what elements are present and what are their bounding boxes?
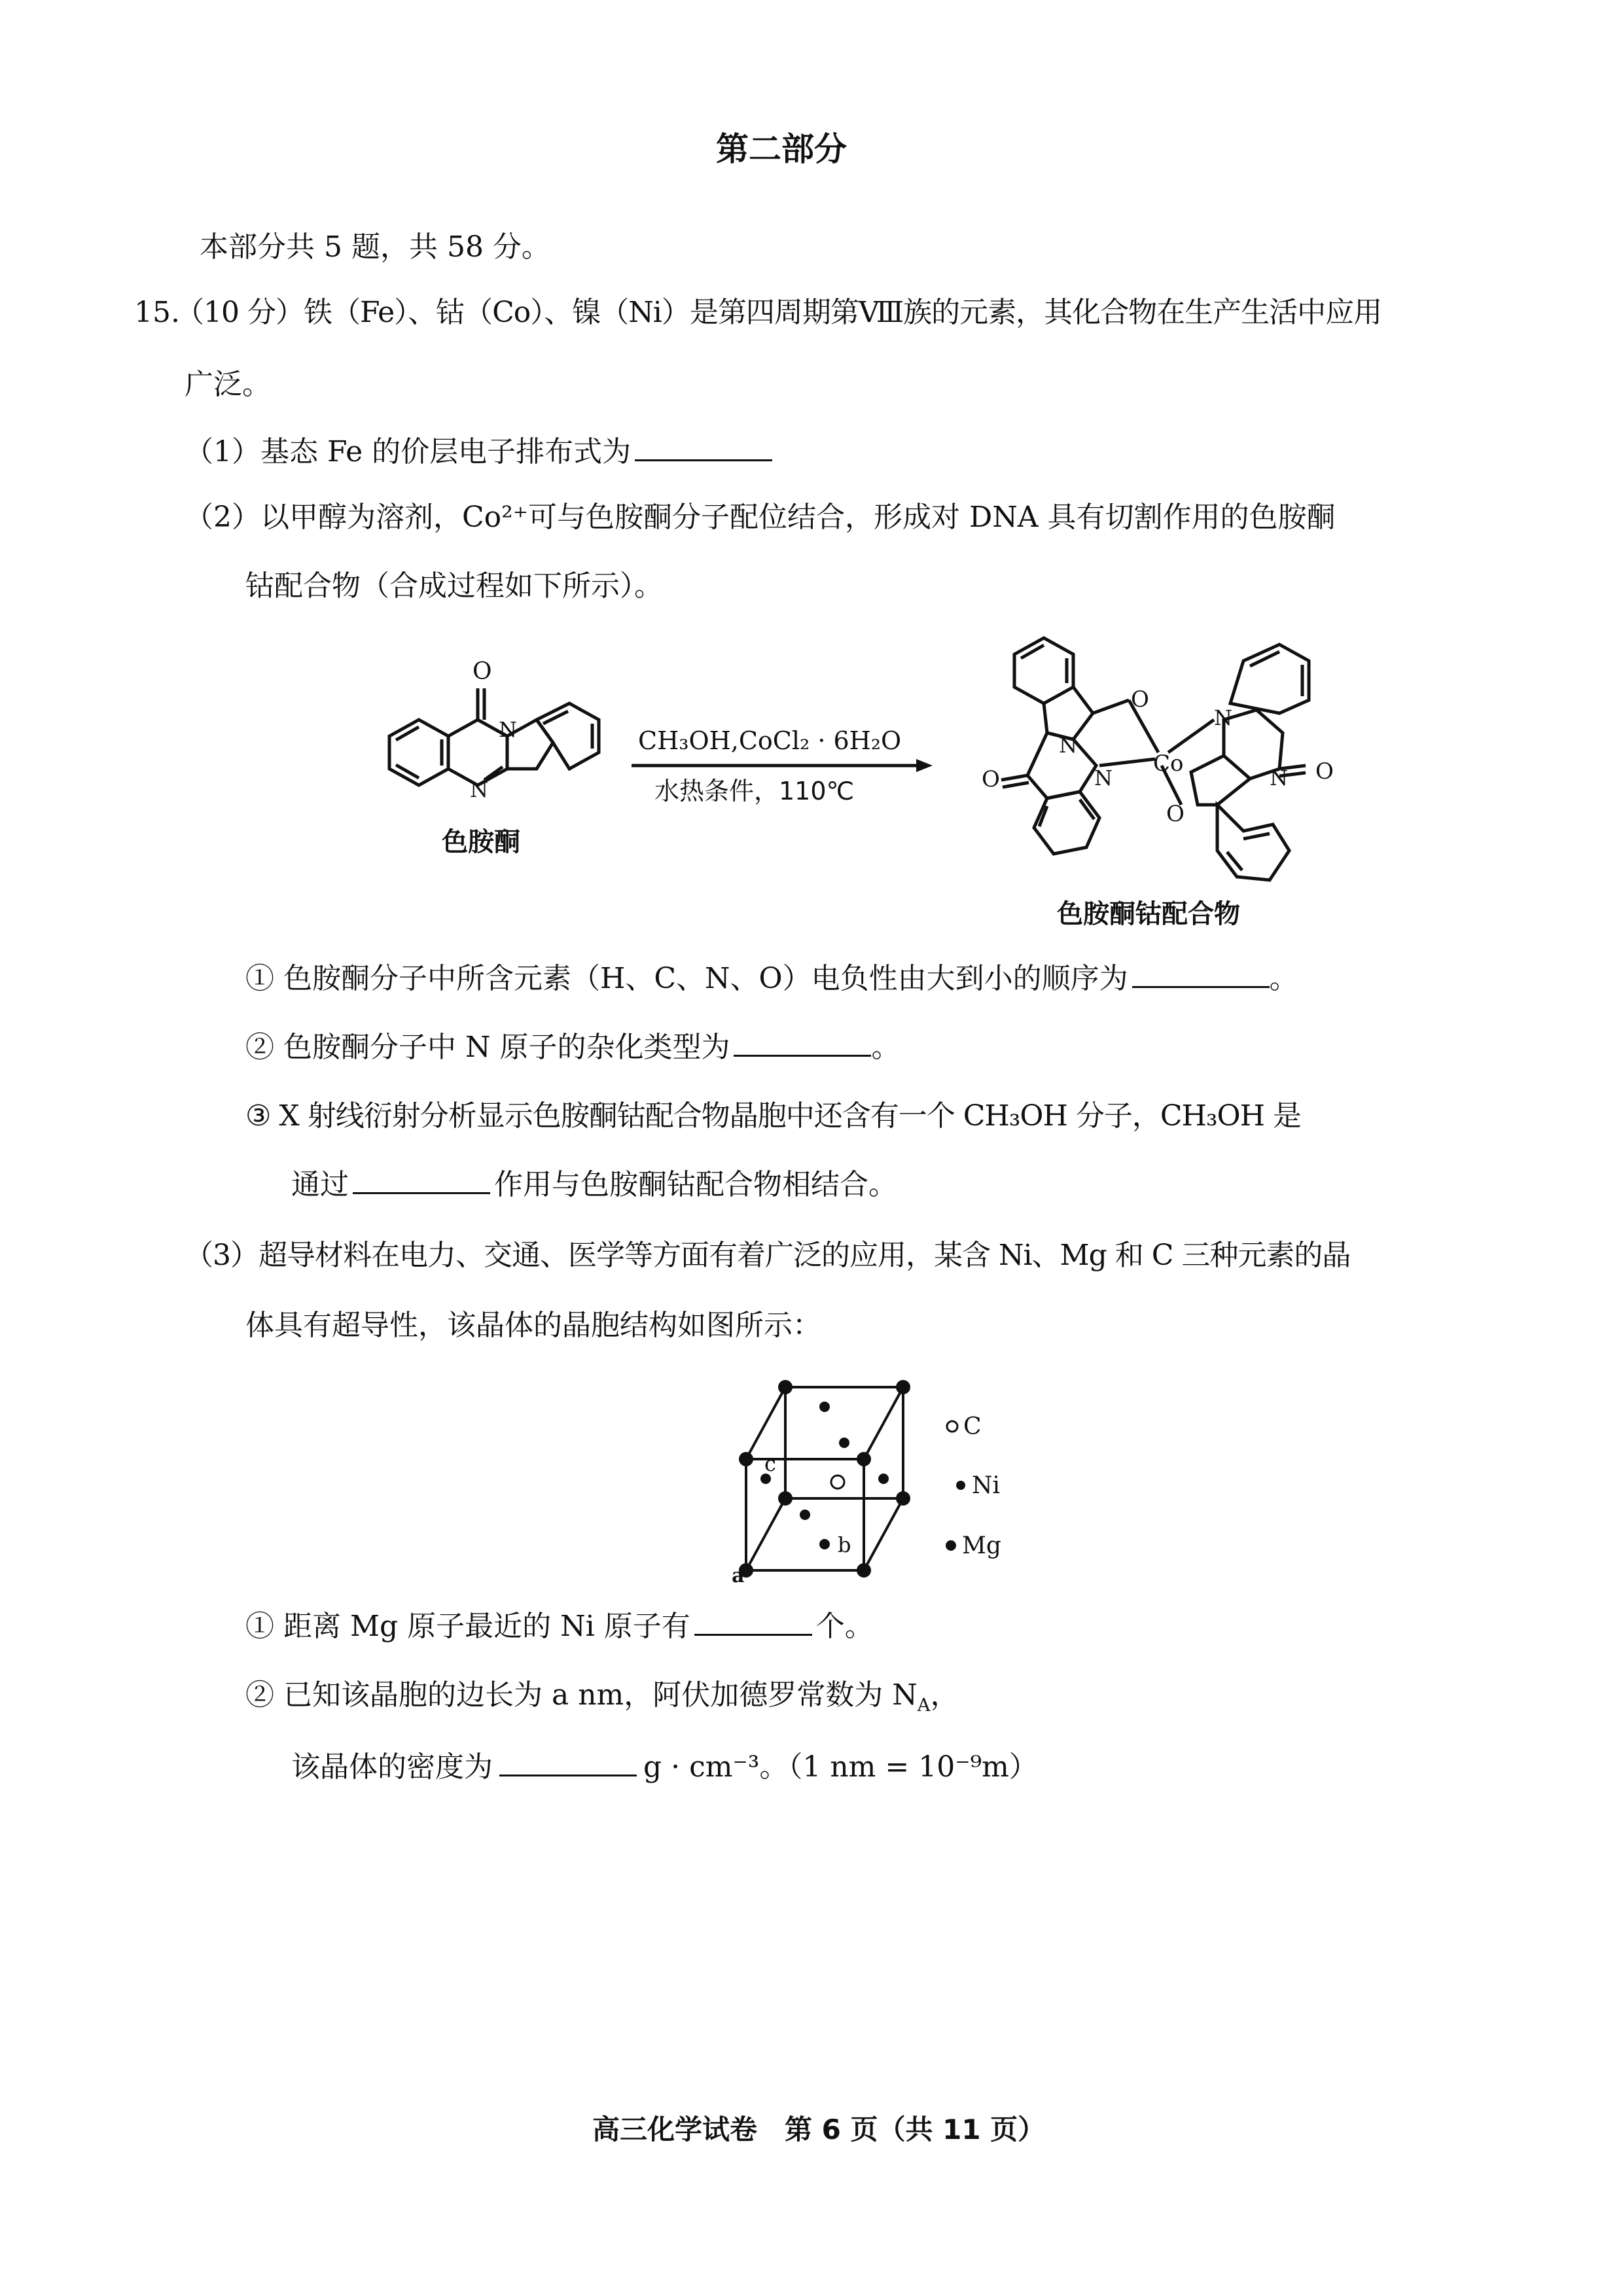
question-number: 15.	[134, 296, 180, 329]
sub-question-1-prompt: ① 色胺酮分子中所含元素（H、C、N、O）电负性由大到小的顺序为	[245, 962, 1128, 995]
sub-question-2-end: 。	[871, 1031, 901, 1064]
part3-text-b: 体具有超导性，该晶体的晶胞结构如图所示：	[245, 1309, 821, 1342]
reactant-structure	[389, 688, 599, 785]
mg-atom	[857, 1452, 871, 1466]
product-atom-o4: O	[1315, 758, 1334, 785]
part1-prompt: （1）基态 Fe 的价层电子排布式为	[185, 435, 632, 468]
part3-question-2-b	[291, 1750, 1038, 1785]
ni-atom	[819, 1539, 830, 1549]
reagent-bottom: 水热条件，110℃	[654, 777, 855, 805]
product-atom-n3: N	[1214, 705, 1232, 730]
sub-question-2-blank	[734, 1033, 871, 1057]
part3-question-2-blank	[499, 1752, 637, 1776]
mg-atom	[896, 1491, 910, 1506]
ni-atom	[878, 1474, 889, 1484]
unit-cell-diagram	[707, 1361, 1073, 1583]
sub-question-1-blank	[1132, 964, 1270, 988]
sub-question-3-a: ③ X 射线衍射分析显示色胺酮钴配合物晶胞中还含有一个 CH₃OH 分子，CH₃OH 是	[245, 1099, 1301, 1133]
product-atom-n2: N	[1094, 766, 1113, 790]
legend-c-icon	[947, 1421, 957, 1432]
reactant-label: 色胺酮	[442, 827, 520, 857]
axis-a-label: a	[732, 1564, 745, 1583]
sub-question-3-end: 作用与色胺酮钴配合物相结合。	[494, 1168, 897, 1201]
section-intro: 本部分共 5 题，共 58 分。	[200, 230, 550, 264]
part3-question-2-a-sub: A	[917, 1695, 931, 1716]
question-header: （10 分）铁（Fe）、钴（Co）、镍（Ni）是第四周期第Ⅷ族的元素，其化合物在生产生活中应用	[175, 296, 1382, 329]
product-atom-co: Co	[1153, 751, 1184, 777]
sub-question-3-blank	[353, 1170, 490, 1194]
mg-atom	[778, 1380, 793, 1394]
c-atom	[831, 1475, 844, 1489]
product-atom-o3: O	[1166, 801, 1185, 827]
part2-text-b: 钴配合物（合成过程如下所示）。	[245, 569, 663, 603]
sub-question-2	[245, 1031, 900, 1065]
product-atom-o1: O	[1131, 686, 1149, 713]
mg-atom	[739, 1452, 753, 1466]
part1-text	[185, 435, 772, 470]
unit-cell-atoms	[739, 1380, 910, 1578]
mg-atom	[778, 1491, 793, 1506]
legend-mg-icon	[946, 1540, 956, 1551]
part3-question-1-prompt: ① 距离 Mg 原子最近的 Ni 原子有	[245, 1610, 690, 1643]
sub-question-2-prompt: ② 色胺酮分子中 N 原子的杂化类型为	[245, 1031, 730, 1064]
part3-question-2-a	[245, 1678, 959, 1717]
legend-ni-icon	[956, 1481, 965, 1490]
part3-text-a: （3）超导材料在电力、交通、医学等方面有着广泛的应用，某含 Ni、Mg 和 C 三种元素的晶	[185, 1239, 1351, 1272]
ni-atom	[819, 1402, 830, 1412]
part1-blank	[635, 437, 772, 461]
product-atom-n1: N	[1059, 733, 1077, 758]
sub-question-3-prompt: 通过	[291, 1168, 349, 1201]
part3-question-1-end: 个。	[815, 1610, 874, 1643]
part3-question-2-prompt: 该晶体的密度为	[291, 1750, 493, 1784]
sub-question-1-end: 。	[1269, 962, 1298, 995]
ni-atom	[839, 1438, 849, 1448]
reactant-atom-o: O	[473, 658, 492, 685]
reagent-top: CH₃OH,CoCl₂ · 6H₂O	[638, 726, 902, 755]
ni-atom	[800, 1510, 810, 1520]
part3-question-1-blank	[694, 1612, 812, 1636]
reaction-arrowhead	[916, 759, 933, 772]
axis-c-label: c	[764, 1451, 776, 1476]
reaction-scheme	[327, 609, 1387, 949]
part3-question-2-a-text: ② 已知该晶胞的边长为 a nm，阿伏加德罗常数为 N	[245, 1678, 918, 1712]
product-label: 色胺酮钴配合物	[1057, 899, 1240, 929]
sub-question-1	[245, 962, 1298, 997]
section-title: 第二部分	[716, 130, 847, 168]
question-header-cont: 广泛。	[185, 368, 271, 401]
part3-question-2-a-end: ，	[930, 1678, 959, 1712]
reactant-atom-n2: N	[470, 777, 488, 802]
legend-mg-label: Mg	[962, 1532, 1001, 1559]
product-atom-o2: O	[982, 766, 1000, 792]
page-footer: 高三化学试卷 第 6 页（共 11 页）	[592, 2113, 1046, 2146]
reactant-atom-n1: N	[499, 717, 517, 742]
legend-ni-label: Ni	[972, 1472, 1001, 1499]
legend-c-label: C	[963, 1413, 982, 1440]
product-atom-n4: N	[1270, 766, 1288, 790]
part2-text-a: （2）以甲醇为溶剂，Co²⁺可与色胺酮分子配位结合，形成对 DNA 具有切割作用的色胺酮	[185, 501, 1336, 534]
sub-question-3-b	[291, 1168, 897, 1203]
mg-atom	[896, 1380, 910, 1394]
part3-question-2-end: g · cm⁻³。（1 nm = 10⁻⁹m）	[643, 1750, 1038, 1784]
axis-b-label: b	[838, 1532, 851, 1557]
part3-question-1	[245, 1610, 874, 1644]
mg-atom	[857, 1563, 871, 1578]
